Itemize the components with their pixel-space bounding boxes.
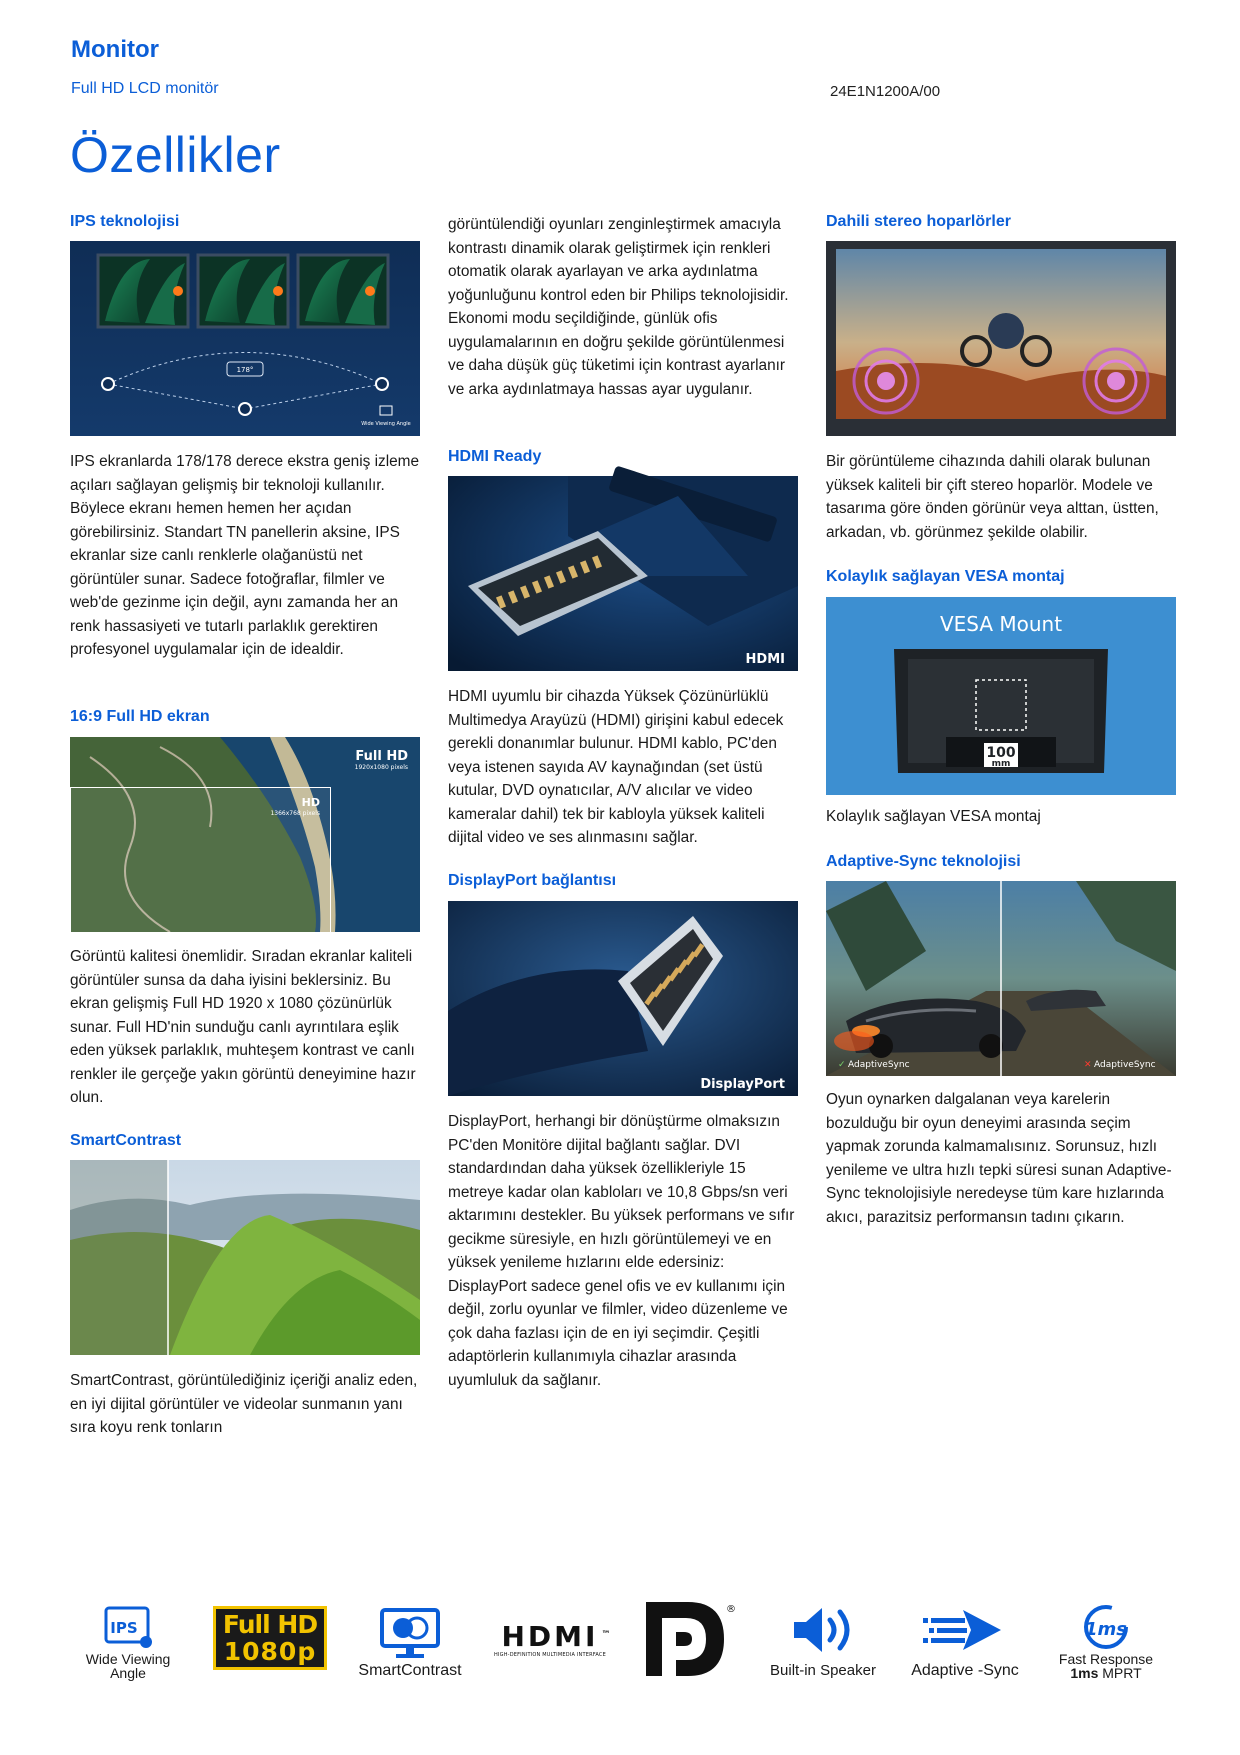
adaptive-sync-footer-icon xyxy=(900,1598,1030,1680)
fast-response-label-1: Fast Response xyxy=(1058,1651,1154,1667)
adaptive-off-label: AdaptiveSync xyxy=(1094,1060,1156,1070)
smartcontrast-heading: SmartContrast xyxy=(70,1132,182,1149)
model-number: 24E1N1200A/00 xyxy=(830,83,941,100)
fullhd-badge-sub: 1920x1080 pixels xyxy=(354,764,408,771)
adaptive-heading-block xyxy=(826,853,1176,871)
fullhd-image xyxy=(70,737,420,932)
vesa-text-block xyxy=(826,805,1176,829)
displayport-logo-icon xyxy=(642,1598,734,1680)
ips-image xyxy=(70,241,420,436)
smartcontrast-footer-icon xyxy=(350,1598,470,1680)
vesa-text: Kolaylık sağlayan VESA montaj xyxy=(826,808,1041,825)
fast-response-label-2: 1ms MPRT xyxy=(1070,1665,1142,1681)
smartcontrast-icon-label: SmartContrast xyxy=(358,1662,462,1679)
svg-text:1ms: 1ms xyxy=(1085,1619,1127,1640)
speaker-footer-icon xyxy=(758,1598,888,1680)
displayport-image-label: DisplayPort xyxy=(700,1077,785,1092)
ips-image-caption: Wide Viewing Angle xyxy=(361,421,411,427)
fullhd-1080p-icon: Full HD 1080p xyxy=(213,1606,327,1670)
fullhd-footer-icon xyxy=(208,1598,332,1680)
hdmi-text: HDMI uyumlu bir cihazda Yüksek Çözünürlüklü Multimedya Arayüzü (HDMI) girişini kabul edecek gerekli donanımlar bulunur. HDMI kablo, PC'den veya istenen sayıda AV kaynağından (set üstü kutular, DVD oynatıcılar, A/V alıcılar ve video kameralar dahil) tek bir kabloyla yüksek kaliteli dijital video ve ses alınmasını sağlar. xyxy=(448,688,784,846)
fullhd-heading: 16:9 Full HD ekran xyxy=(70,708,210,725)
page-title: Özellikler xyxy=(70,127,281,183)
hdmi-text-block xyxy=(448,685,798,850)
smartcontrast-text-block xyxy=(70,1369,420,1440)
hdmi-logo-icon: HDMI ™ HIGH-DEFINITION MULTIMEDIA INTERFACE xyxy=(494,1620,611,1658)
product-subtitle: Full HD LCD monitör xyxy=(71,80,219,97)
adaptive-sync-icon xyxy=(923,1604,1007,1656)
smartcontrast-heading-block xyxy=(70,1132,420,1150)
smartcontrast-continued-block xyxy=(448,213,798,401)
vesa-heading: Kolaylık sağlayan VESA montaj xyxy=(826,568,1065,585)
displayport-image xyxy=(448,901,798,1096)
fast-response-icon xyxy=(1076,1602,1136,1652)
speaker-icon-label: Built-in Speaker xyxy=(770,1662,876,1679)
adaptive-sync-icon-label: Adaptive -Sync xyxy=(911,1662,1019,1679)
displayport-text: DisplayPort, herhangi bir dönüştürme olmaksızın PC'den Monitöre dijital bağlantı sağlar. DVI standardından daha yüksek özellikleriyle 15 metreye kadar olan kabloları ve 10,8 Gbps/sn veri aktarımını destekler. Bu yüksek performans ve sıfır gecikme süresiyle, en hızlı görüntülemeyi ve en yüksek yenileme hızlarını elde edersiniz: DisplayPort sadece genel ofis ve ev kullanımı için değil, zorlu oyunlar ve filmler, video düzenleme ve çok daha fazlası için de en iyi seçimdir. Çeşitli adaptörlerin kullanımıyla cihazlar arasında uyumluluk da sağlanır. xyxy=(448,1113,795,1389)
speakers-heading-block xyxy=(826,213,1176,231)
fullhd-heading-block xyxy=(70,708,420,726)
ips-text-block xyxy=(70,450,420,662)
smartcontrast-text: SmartContrast, görüntülediğiniz içeriği analiz eden, en iyi dijital görüntüler ve videolar sunmanın yanı sıra koyu renk tonların xyxy=(70,1372,418,1436)
speaker-icon xyxy=(788,1602,858,1658)
hdmi-image-label: HDMI xyxy=(745,652,785,667)
ips-angle-tag: 178° xyxy=(236,366,254,374)
adaptive-on-label: AdaptiveSync xyxy=(848,1060,910,1070)
fullhd-text: Görüntü kalitesi önemlidir. Sıradan ekranlar kaliteli görüntüler sunsa da daha iyisini beklersiniz. Bu ekran gelişmiş Full HD 1920 x 1080 çözünürlük sunar. Full HD'nin sunduğu canlı ayrıntılara eşlik eden yüksek parlaklık, muhteşem kontrast ve canlı renkler ile gerçeğe yakın görüntü deneyimine hazır olun. xyxy=(70,948,416,1106)
smartcontrast-image xyxy=(70,1160,420,1355)
speakers-text-block xyxy=(826,450,1176,544)
svg-text:IPS: IPS xyxy=(110,1619,138,1637)
ips-heading: IPS teknolojisi xyxy=(70,213,180,230)
hdmi-heading: HDMI Ready xyxy=(448,448,542,465)
brand-title: Monitor xyxy=(71,36,159,63)
smartcontrast-continued-text: görüntülendiği oyunları zenginleştirmek amacıyla kontrastı dinamik olarak geliştirmek için renkleri otomatik olarak ayarlayan ve arka aydınlatma yoğunluğunu kontrol eden bir Philips teknolojisidir. Ekonomi modu seçildiğinde, günlük ofis uygulamalarının en doğru şekilde görüntülenmesi ve daha düşük güç tüketimi için kontrast ayarlanır ve arka aydınlatmaya hassas ayar uygulanır. xyxy=(448,216,789,398)
fullhd-badge: Full HD xyxy=(355,749,408,764)
hd-badge: HD xyxy=(301,796,320,809)
svg-text:®: ® xyxy=(726,1604,736,1615)
ips-icon-label-1: Wide Viewing xyxy=(85,1651,171,1667)
adaptive-image xyxy=(826,881,1176,1076)
vesa-image xyxy=(826,597,1176,795)
vesa-image-title: VESA Mount xyxy=(939,612,1063,636)
adaptive-off-x-icon: ✕ xyxy=(1084,1060,1092,1070)
displayport-text-block xyxy=(448,1110,798,1392)
ips-text: IPS ekranlarda 178/178 derece ekstra geniş izleme açıları sağlayan gelişmiş bir teknoloji kullanılır. Böylece ekranı hemen hemen her açıdan görebilirsiniz. Standart TN panellerin aksine, IPS ekranlar size canlı renklerle olağanüstü net görüntüler sunar. Sadece fotoğraflar, filmler ve web'de gezinme için değil, aynı zamanda her an renk hassasiyeti ve tutarlı parlaklık gerektiren profesyonel uygulamalar için de idealdir. xyxy=(70,453,420,658)
speakers-text: Bir görüntüleme cihazında dahili olarak bulunan yüksek kaliteli bir çift stereo hoparlör. Modele ve tasarıma göre önden görünür veya alttan, üstten, arkadan, vb. görünmez şekilde olabilir. xyxy=(826,453,1159,541)
ips-icon xyxy=(100,1602,156,1652)
displayport-heading: DisplayPort bağlantısı xyxy=(448,872,617,889)
fullhd-text-block xyxy=(70,945,420,1110)
displayport-heading-block xyxy=(448,872,798,890)
vesa-size-number: 100 xyxy=(986,745,1016,761)
fast-response-footer-icon xyxy=(1046,1598,1166,1680)
speakers-heading: Dahili stereo hoparlörler xyxy=(826,213,1011,230)
hdmi-image xyxy=(448,476,798,671)
speakers-image xyxy=(826,241,1176,436)
hd-badge-sub: 1366x768 pixels xyxy=(270,810,320,817)
smartcontrast-icon xyxy=(370,1608,450,1662)
adaptive-heading: Adaptive-Sync teknolojisi xyxy=(826,853,1021,870)
adaptive-on-check-icon: ✓ xyxy=(838,1060,846,1070)
ips-footer-icon xyxy=(78,1598,178,1680)
adaptive-text: Oyun oynarken dalgalanan veya karelerin bozulduğu bir oyun deneyimi arasında seçim yapmak zorunda kalmamalısınız. Sorunsuz, hızlı yenileme ve ultra hızlı tepki süresi sunan Adaptive-Sync teknolojisiyle neredeyse tüm kare hızlarında akıcı, parazitsiz performansın tadını çıkarın. xyxy=(826,1091,1172,1226)
ips-icon-label-2: Angle xyxy=(110,1665,146,1681)
displayport-footer-icon xyxy=(640,1598,736,1680)
vesa-heading-block xyxy=(826,568,1176,586)
vesa-size-unit: mm xyxy=(991,759,1011,769)
hdmi-heading-block xyxy=(448,448,798,466)
ips-heading-block xyxy=(70,213,420,231)
adaptive-text-block xyxy=(826,1088,1176,1229)
hdmi-footer-icon xyxy=(490,1598,610,1680)
